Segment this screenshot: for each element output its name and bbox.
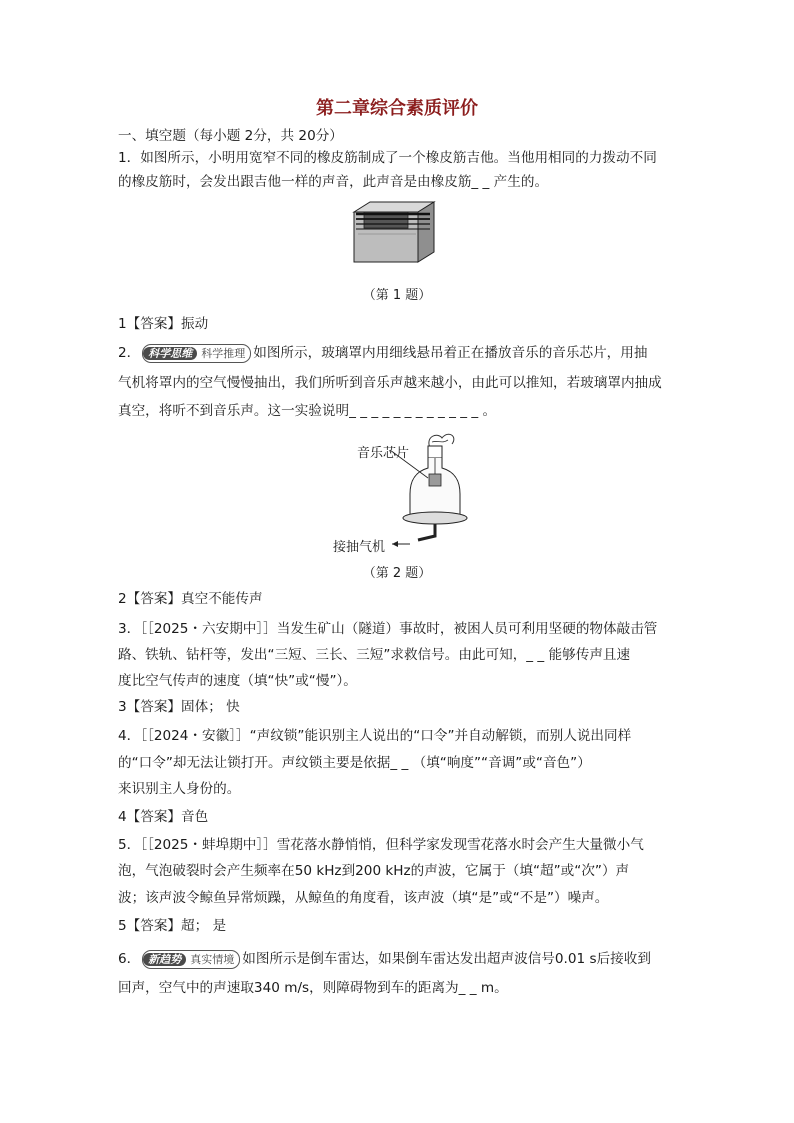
new-trend-badge	[142, 950, 240, 969]
q1-text-line2: 的橡皮筋时，会发出跟吉他一样的声音，此声音是由橡皮筋_ _ 产生的。	[118, 174, 549, 190]
q2-number: 2．	[118, 345, 141, 361]
rubber-band-guitar-figure	[350, 198, 440, 268]
q1-answer: 1【答案】振动	[118, 316, 209, 332]
q3-text-line2: 路、铁轨、钻杆等，发出“三短、三长、三短”求救信号。由此可知，_ _ 能够传声且速	[118, 647, 631, 663]
page-title: 第二章综合素质评价	[316, 98, 478, 119]
q3-text-line3: 度比空气传声的速度（填“快”或“慢”）。	[118, 673, 357, 689]
q6-text-line1	[118, 947, 651, 969]
q5-answer: 5【答案】超； 是	[118, 918, 227, 934]
q4-text-line3: 来识别主人身份的。	[118, 781, 241, 797]
badge-sub-label: 科学推理	[201, 346, 246, 360]
section-heading: 一、填空题（每小题 2分，共 20分）	[118, 128, 343, 144]
q6-line1-text: 如图所示是倒车雷达，如果倒车雷达发出超声波信号0.01 s后接收到	[242, 951, 651, 967]
q2-line1-text: 如图所示，玻璃罩内用细线悬吊着正在播放音乐的音乐芯片，用抽	[253, 345, 648, 361]
q3-text-line1: 3．［［2025・六安期中］］当发生矿山（隧道）事故时，被困人员可利用坚硬的物体敲击管	[118, 621, 658, 637]
q5-text-line1: 5．［［2025・蚌埠期中］］雪花落水静悄悄，但科学家发现雪花落水时会产生大量微小气	[118, 837, 644, 853]
badge-sub-label: 真实情境	[190, 952, 235, 966]
q5-text-line2: 泡，气泡破裂时会产生频率在50 kHz到200 kHz的声波，它属于（填“超”或“次”）声	[118, 863, 630, 879]
q4-answer: 4【答案】音色	[118, 809, 209, 825]
badge-main-label: 科学思维	[143, 347, 197, 360]
q4-text-line1: 4．［［2024・安徽］］“声纹锁”能识别主人说出的“口令”并自动解锁，而别人说出同样	[118, 728, 632, 744]
q2-text-line2: 气机将罩内的空气慢慢抽出，我们所听到音乐声越来越小，由此可以推知，若玻璃罩内抽成	[118, 375, 662, 391]
q4-text-line2: 的“口令”却无法让锁打开。声纹锁主要是依据_ _ （填“响度”“音调”或“音色”）	[118, 755, 591, 771]
q6-number: 6．	[118, 951, 141, 967]
q2-answer: 2【答案】真空不能传声	[118, 591, 263, 607]
q1-text-line1: 1．如图所示，小明用宽窄不同的橡皮筋制成了一个橡皮筋吉他。当他用相同的力拨动不同	[118, 150, 657, 166]
q5-text-line3: 波；该声波令鲸鱼异常烦躁，从鲸鱼的角度看，该声波（填“是”或“不是”）噪声。	[118, 890, 609, 906]
music-chip-label: 音乐芯片	[357, 446, 410, 461]
science-thinking-badge	[142, 344, 251, 363]
q2-text-line1	[118, 341, 647, 363]
figure2-caption: （第 2 题）	[362, 566, 432, 581]
q2-text-line3: 真空，将听不到音乐声。这一实验说明_ _ _ _ _ _ _ _ _ _ _ _ 。	[118, 403, 497, 419]
badge-main-label: 新趋势	[143, 953, 186, 966]
vacuum-pump-label: 接抽气机	[333, 540, 386, 555]
q6-text-line2: 回声，空气中的声速取340 m/s，则障碍物到车的距离为_ _ m。	[118, 980, 508, 996]
q3-answer: 3【答案】固体； 快	[118, 699, 240, 715]
figure1-caption: （第 1 题）	[362, 288, 432, 303]
